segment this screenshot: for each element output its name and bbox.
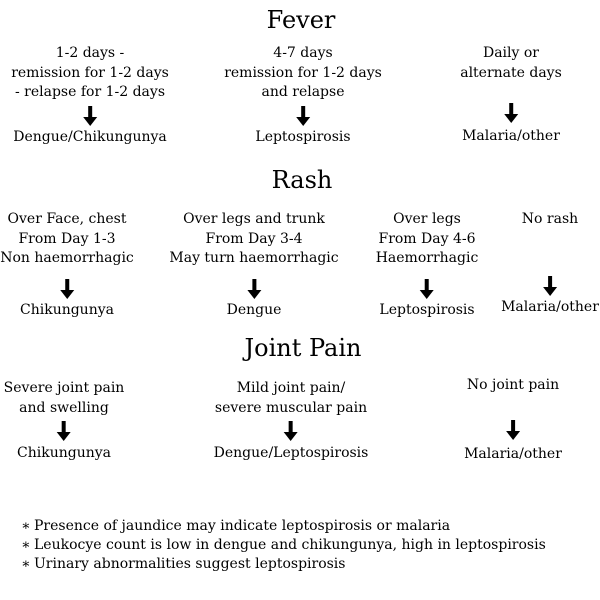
down-arrow-icon — [542, 276, 558, 296]
footnote-item — [21, 555, 546, 574]
joint-pain-branch-1 — [4, 379, 125, 464]
footnote-text: Presence of jaundice may indicate leptospirosis or malaria — [34, 518, 451, 534]
symptom-line: From Day 3-4 — [205, 230, 303, 247]
symptom-line: From Day 1-3 — [18, 230, 116, 247]
down-arrow-icon — [503, 103, 519, 123]
symptom-line: May turn haemorrhagic — [169, 250, 339, 266]
footnote-text: Urinary abnormalities suggest leptospirosis — [34, 556, 346, 572]
arrow-stem — [548, 276, 552, 287]
symptom-line: Over Face, chest — [7, 211, 127, 227]
arrow-stem — [425, 279, 429, 290]
symptom-line: and swelling — [19, 399, 109, 416]
arrow-head — [543, 287, 557, 296]
arrow-stem — [65, 279, 69, 290]
diagnosis-label: Dengue/Chikungunya — [13, 128, 167, 145]
symptom-line: Non haemorrhagic — [0, 250, 134, 266]
arrow-head — [83, 117, 97, 126]
diagnosis-label: Malaria/other — [464, 445, 562, 462]
down-arrow-icon — [59, 279, 75, 299]
symptom-line: and relapse — [261, 84, 345, 100]
arrow-head — [506, 431, 520, 440]
symptom-line: Haemorrhagic — [375, 250, 479, 266]
symptom-line: From Day 4-6 — [378, 230, 476, 247]
symptom-line: Mild joint pain/ — [236, 380, 346, 396]
arrow-head — [60, 290, 74, 299]
footnote-item — [21, 536, 546, 555]
symptom-line: 1-2 days - — [55, 45, 125, 61]
symptom-line: Severe joint pain — [3, 380, 125, 396]
joint-pain-branch-2 — [214, 379, 369, 464]
symptom-line: alternate days — [460, 64, 562, 81]
symptom-line: Daily or — [482, 45, 539, 61]
rash-branch-4 — [501, 210, 599, 317]
diagnosis-label: Chikungunya — [20, 301, 114, 318]
arrow-stem — [289, 421, 293, 432]
rash-branch-3 — [376, 210, 479, 320]
down-arrow-icon — [56, 421, 72, 441]
joint-pain-branch-3 — [464, 376, 562, 464]
footnote-text: Leukocye count is low in dengue and chikungunya, high in leptospirosis — [34, 537, 546, 553]
diagnosis-label: Leptospirosis — [379, 301, 475, 318]
section-title-joint-pain: Joint Pain — [244, 334, 362, 362]
arrow-stem — [252, 279, 256, 290]
arrow-stem — [509, 103, 513, 114]
diagnosis-label: Chikungunya — [17, 445, 111, 461]
arrow-head — [284, 432, 298, 441]
asterisk-marker: ∗ — [21, 556, 31, 572]
diagnosis-label: Dengue — [226, 301, 282, 318]
arrow-head — [504, 114, 518, 123]
symptom-line: severe muscular pain — [214, 399, 368, 416]
rash-branch-2 — [169, 210, 338, 320]
fever-branch-2 — [224, 44, 382, 147]
footnote-item — [21, 517, 546, 536]
footnotes — [21, 517, 546, 574]
arrow-stem — [88, 106, 92, 117]
asterisk-marker: ∗ — [21, 537, 31, 553]
diagnosis-label: Malaria/other — [501, 298, 599, 315]
diagnosis-label: Malaria/other — [462, 128, 560, 144]
diagnosis-label: Leptospirosis — [255, 128, 351, 145]
down-arrow-icon — [283, 421, 299, 441]
arrow-stem — [62, 421, 66, 432]
section-title-fever: Fever — [266, 6, 336, 34]
down-arrow-icon — [505, 420, 521, 440]
arrow-head — [247, 290, 261, 299]
fever-branch-1 — [11, 44, 169, 147]
arrow-head — [420, 290, 434, 299]
arrow-stem — [511, 420, 515, 431]
symptom-line: Over legs and trunk — [183, 211, 325, 227]
symptom-line: - relapse for 1-2 days — [14, 84, 165, 100]
arrow-head — [296, 117, 310, 126]
fever-branch-3 — [460, 44, 562, 147]
symptom-line: No rash — [521, 211, 579, 227]
section-title-rash: Rash — [271, 166, 333, 194]
down-arrow-icon — [246, 279, 262, 299]
down-arrow-icon — [295, 106, 311, 126]
symptom-line: remission for 1-2 days — [224, 64, 382, 81]
rash-branch-1 — [0, 210, 134, 320]
diagnosis-label: Dengue/Leptospirosis — [213, 445, 369, 461]
asterisk-marker: ∗ — [21, 518, 31, 534]
symptom-line: Over legs — [393, 211, 461, 227]
symptom-line: No joint pain — [466, 377, 560, 393]
down-arrow-icon — [82, 106, 98, 126]
arrow-stem — [301, 106, 305, 117]
symptom-line: remission for 1-2 days — [11, 64, 169, 81]
down-arrow-icon — [419, 279, 435, 299]
arrow-head — [57, 432, 71, 441]
symptom-line: 4-7 days — [273, 45, 333, 61]
